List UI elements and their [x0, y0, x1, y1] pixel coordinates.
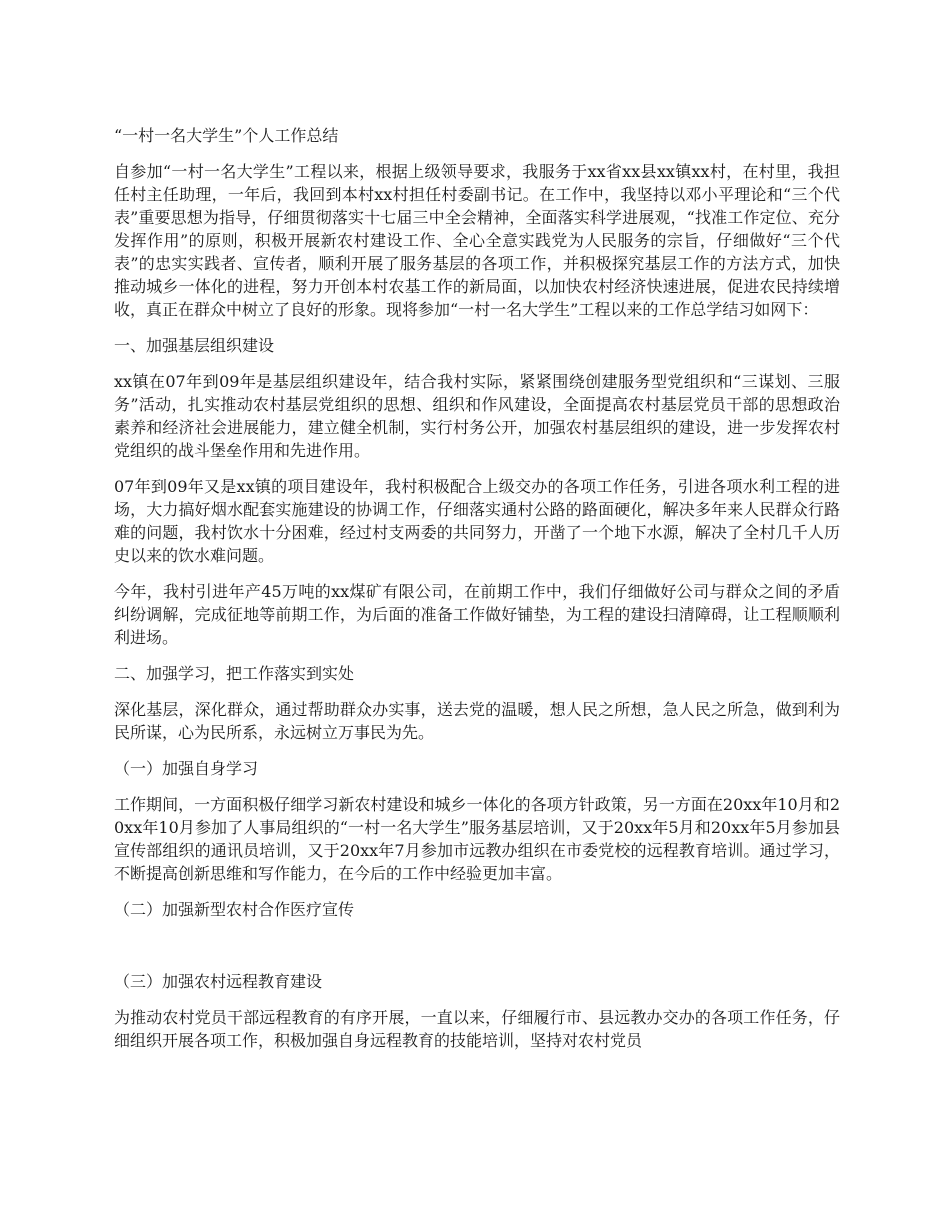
intro-paragraph: 自参加“一村一名大学生”工程以来，根据上级领导要求，我服务于xx省xx县xx镇xx村，在村里，我担任村主任助理，一年后，我回到本村xx村担任村委副书记。在工作中，我坚持以邓小平理论和“三个代表”重要思想为指导，仔细贯彻落实十七届三中全会精神，全面落实科学进展观，“找准工作定位、充分发挥作用”的原则，积极开展新农村建设工作、全心全意实践党为人民服务的宗旨，仔细做好“三个代表”的忠实实践者、宣传者，顺利开展了服务基层的各项工作，并积极探究基层工作的方法方式，加快推动城乡一体化的进程，努力开创本村农基工作的新局面，以加快农村经济快速进展，促进农民持续增收，真正在群众中树立了良好的形象。现将参加“一村一名大学生”工程以来的工作总学结习如网下： [114, 162, 840, 319]
subsection-3-paragraph-1: 为推动农村党员干部远程教育的有序开展，一直以来，仔细履行市、县远教办交办的各项工作任务，仔细组织开展各项工作，积极加强自身远程教育的技能培训，坚持对农村党员 [114, 1008, 840, 1050]
section-1-paragraph-2: 07年到09年又是xx镇的项目建设年，我村积极配合上级交办的各项工作任务，引进各项水利工程的进场，大力搞好烟水配套实施建设的协调工作，仔细落实通村公路的路面硬化，解决多年来人民群众行路难的问题，我村饮水十分困难，经过村支两委的共同努力，开凿了一个地下水源，解决了全村几千人历史以来的饮水难问题。 [114, 477, 840, 565]
subsection-3-heading: （三）加强农村远程教育建设 [114, 972, 323, 991]
subsection-1-paragraph-1: 工作期间，一方面积极仔细学习新农村建设和城乡一体化的各项方针政策，另一方面在20xx年10月和20xx年10月参加了人事局组织的“一村一名大学生”服务基层培训，又于20xx年5月和20xx年5月参加县宣传部组织的通讯员培训，又于20xx年7月参加市远教办组织在市委党校的远程教育培训。通过学习，不断提高创新思维和写作能力，在今后的工作中经验更加丰富。 [114, 795, 840, 883]
document-title: “一村一名大学生”个人工作总结 [114, 126, 339, 145]
section-2-paragraph-1: 深化基层，深化群众，通过帮助群众办实事，送去党的温暖，想人民之所想，急人民之所急，做到利为民所谋，心为民所系，永远树立万事民为先。 [114, 700, 840, 742]
section-2-heading: 二、加强学习，把工作落实到实处 [114, 664, 355, 683]
subsection-1-heading: （一）加强自身学习 [114, 759, 259, 778]
blank-space [114, 934, 840, 970]
document-page [114, 124, 840, 1065]
section-1-paragraph-3: 今年，我村引进年产45万吨的xx煤矿有限公司，在前期工作中，我们仔细做好公司与群众之间的矛盾纠纷调解，完成征地等前期工作，为后面的准备工作做好铺垫，为工程的建设扫清障碍，让工程顺顺利利进场。 [114, 582, 840, 647]
section-1-heading: 一、加强基层组织建设 [114, 336, 275, 355]
section-1-paragraph-1: xx镇在07年到09年是基层组织建设年，结合我村实际，紧紧围绕创建服务型党组织和“三谋划、三服务”活动，扎实推动农村基层党组织的思想、组织和作风建设，全面提高农村基层党员干部的思想政治素养和经济社会进展能力，建立健全机制，实行村务公开，加强农村基层组织的建设，进一步发挥农村党组织的战斗堡垒作用和先进作用。 [114, 372, 840, 460]
subsection-2-heading: （二）加强新型农村合作医疗宣传 [114, 900, 355, 919]
